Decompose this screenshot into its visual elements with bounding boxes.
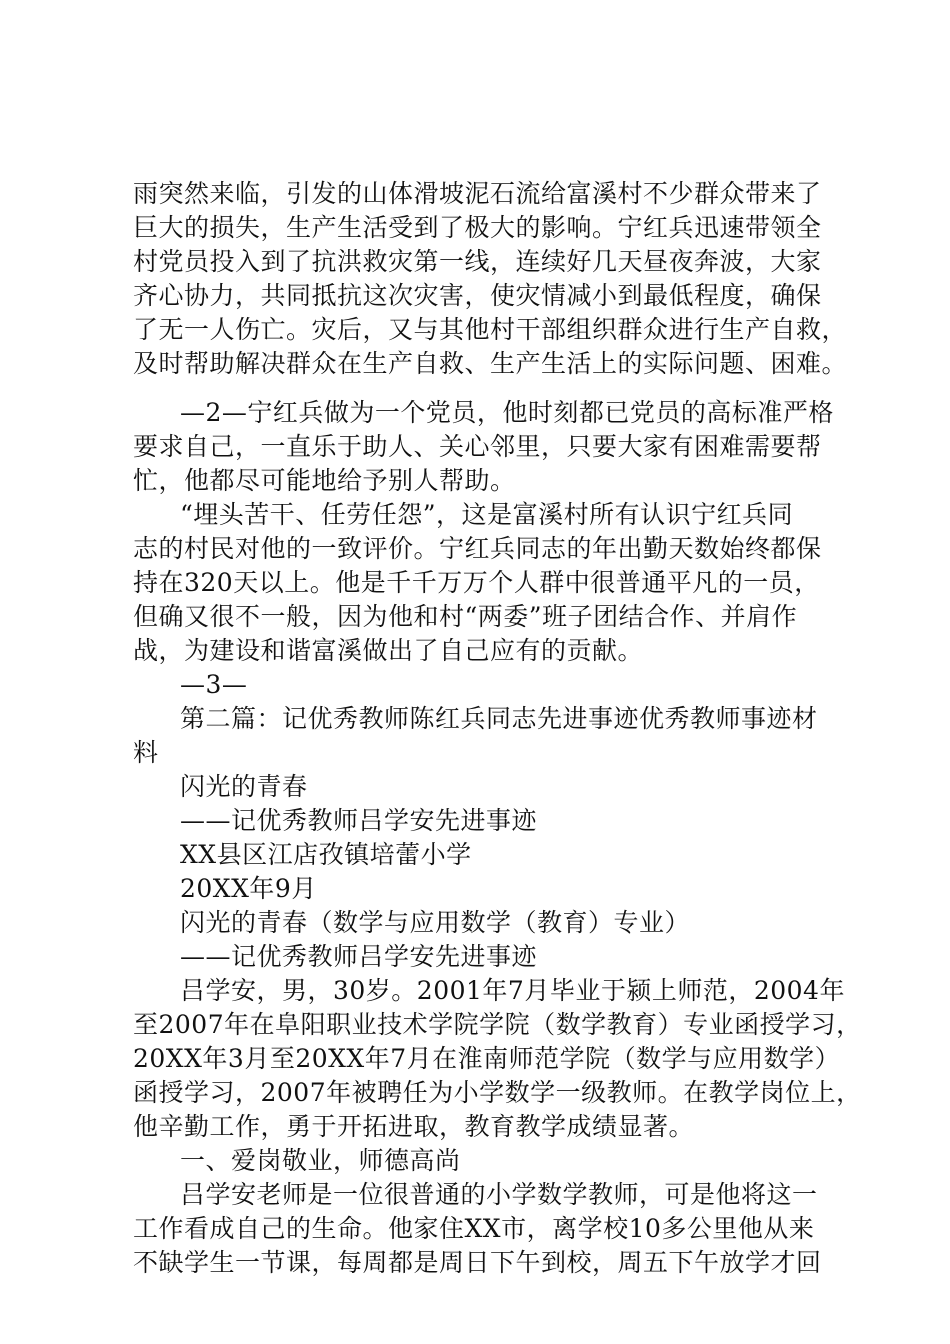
article-subtitle: ——记优秀教师吕学安先进事迹	[180, 942, 538, 971]
subsection-heading: 一、爱岗敬业，师德高尚	[180, 1146, 461, 1175]
body-text-line: 20XX年3月至20XX年7月在淮南师范学院（数学与应用数学）	[133, 1044, 841, 1073]
body-text-line: 志的村民对他的一致评价。宁红兵同志的年出勤天数始终都保	[133, 534, 822, 563]
body-text-line: 要求自己，一直乐于助人、关心邻里，只要大家有困难需要帮	[133, 432, 822, 461]
body-text-line: 忙，他都尽可能地给予别人帮助。	[133, 466, 516, 495]
body-text-line: 工作看成自己的生命。他家住XX市，离学校10多公里他从来	[133, 1214, 815, 1243]
article-title: 闪光的青春（数学与应用数学（教育）专业）	[180, 908, 691, 937]
section-heading: 第二篇：记优秀教师陈红兵同志先进事迹优秀教师事迹材	[180, 704, 818, 733]
body-text-line: 至2007年在阜阳职业技术学院学院（数学教育）专业函授学习，	[133, 1010, 862, 1039]
body-text-line: 村党员投入到了抗洪救灾第一线，连续好几天昼夜奔波，大家	[133, 247, 822, 276]
body-text-line: 了无一人伤亡。灾后，又与其他村干部组织群众进行生产自救，	[133, 315, 848, 344]
page-number-marker: —3—	[180, 670, 248, 699]
body-text-line: 他辛勤工作，勇于开拓进取，教育教学成绩显著。	[133, 1112, 695, 1141]
body-text-line: 雨突然来临，引发的山体滑坡泥石流给富溪村不少群众带来了	[133, 179, 822, 208]
body-text-line: 齐心协力，共同抵抗这次灾害，使灾情减小到最低程度，确保	[133, 281, 822, 310]
body-text-line: 函授学习，2007年被聘任为小学数学一级教师。在教学岗位上，	[133, 1078, 862, 1107]
body-text-line: 持在320天以上。他是千千万万个人群中很普通平凡的一员，	[133, 568, 820, 597]
section-heading-continuation: 料	[133, 738, 159, 767]
body-text-line: —2—宁红兵做为一个党员，他时刻都已党员的高标准严格	[180, 398, 834, 427]
article-date: 20XX年9月	[180, 874, 317, 903]
body-text-line: “埋头苦干、任劳任怨”，这是富溪村所有认识宁红兵同	[180, 500, 794, 529]
school-name: XX县区江店孜镇培蕾小学	[180, 840, 472, 869]
body-text-line: 及时帮助解决群众在生产自救、生产生活上的实际问题、困难。	[133, 349, 848, 378]
body-text-line: 巨大的损失，生产生活受到了极大的影响。宁红兵迅速带领全	[133, 213, 822, 242]
body-text-line: 吕学安，男，30岁。2001年7月毕业于颍上师范，2004年	[180, 976, 845, 1005]
body-text-line: 不缺学生一节课，每周都是周日下午到校，周五下午放学才回	[133, 1248, 822, 1277]
article-subtitle: ——记优秀教师吕学安先进事迹	[180, 806, 538, 835]
body-text-line: 但确又很不一般，因为他和村“两委”班子团结合作、并肩作	[133, 602, 798, 631]
body-text-line: 吕学安老师是一位很普通的小学数学教师，可是他将这一	[180, 1180, 818, 1209]
body-text-line: 战，为建设和谐富溪做出了自己应有的贡献。	[133, 636, 644, 665]
article-title: 闪光的青春	[180, 772, 308, 801]
